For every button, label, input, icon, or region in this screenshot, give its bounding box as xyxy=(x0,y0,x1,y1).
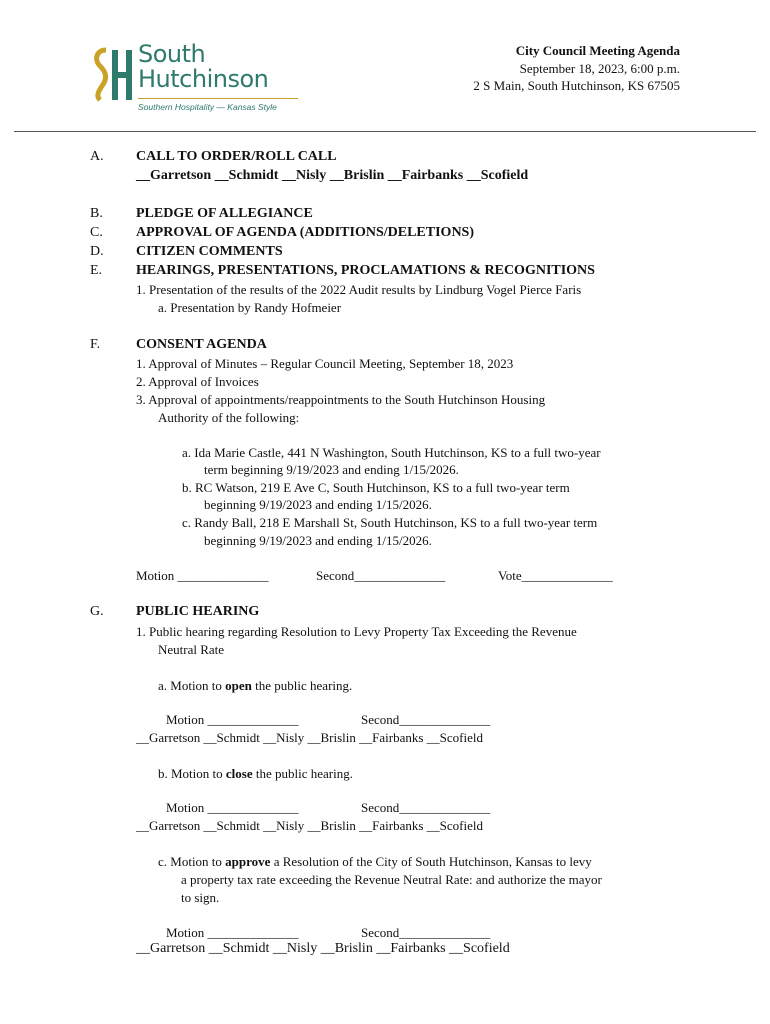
roll-call-a: __Garretson __Schmidt __Nisly __Brislin __Fairbanks __Scofield xyxy=(136,168,529,183)
hearing-motion-c: c. Motion to approve a Resolution of the City of South Hutchinson, Kansas to levy xyxy=(158,854,592,869)
list-item: 1. Presentation of the results of the 2022 Audit results by Lindburg Vogel Pierce Faris xyxy=(136,282,582,297)
section-letter-g: G. xyxy=(90,604,104,619)
section-title-c: APPROVAL OF AGENDA (ADDITIONS/DELETIONS) xyxy=(136,225,475,240)
section-letter-d: D. xyxy=(90,244,104,259)
section-letter-c: C. xyxy=(90,225,103,240)
appointment-b: b. RC Watson, 219 E Ave C, South Hutchinson, KS to a full two-year term xyxy=(182,480,570,495)
hearing-motion-a: a. Motion to open the public hearing. xyxy=(158,678,353,693)
appointment-a: a. Ida Marie Castle, 441 N Washington, South Hutchinson, KS to a full two-year xyxy=(182,445,601,460)
motion-line: Motion ______________ xyxy=(166,925,299,940)
roll-call: __Garretson __Schmidt __Nisly __Brislin __Fairbanks __Scofield xyxy=(136,941,510,956)
roll-call: __Garretson __Schmidt __Nisly __Brislin __Fairbanks __Scofield xyxy=(136,730,484,745)
appointment-c: c. Randy Ball, 218 E Marshall St, South Hutchinson, KS to a full two-year term xyxy=(182,515,598,530)
list-item: 1. Public hearing regarding Resolution to Levy Property Tax Exceeding the Revenue xyxy=(136,624,577,639)
list-item: a. Presentation by Randy Hofmeier xyxy=(158,300,342,315)
meeting-address: 2 S Main, South Hutchinson, KS 67505 xyxy=(473,78,680,93)
hearing-motion-b: b. Motion to close the public hearing. xyxy=(158,766,353,781)
section-letter-a: A. xyxy=(90,149,104,164)
section-letter-e: E. xyxy=(90,263,103,278)
list-item: Authority of the following: xyxy=(158,410,300,425)
motion-line: Motion ______________ xyxy=(166,800,299,815)
second-line: Second______________ xyxy=(361,800,491,815)
appointment-c-cont: beginning 9/19/2023 and ending 1/15/2026. xyxy=(204,533,432,548)
list-item: 3. Approval of appointments/reappointments to the South Hutchinson Housing xyxy=(136,392,546,407)
logo-mark-icon xyxy=(92,46,138,104)
appointment-a-cont: term beginning 9/19/2023 and ending 1/15/2026. xyxy=(204,462,459,477)
meeting-date: September 18, 2023, 6:00 p.m. xyxy=(519,60,680,76)
header-divider xyxy=(14,131,756,132)
section-letter-b: B. xyxy=(90,206,103,221)
section-title-f: CONSENT AGENDA xyxy=(136,337,267,352)
second-line: Second______________ xyxy=(361,712,491,727)
section-title-a: CALL TO ORDER/ROLL CALL xyxy=(136,149,337,164)
second-line: Second______________ xyxy=(316,568,446,583)
section-title-e: HEARINGS, PRESENTATIONS, PROCLAMATIONS & RECOGNITIONS xyxy=(136,263,595,278)
second-line: Second______________ xyxy=(361,925,491,940)
motion-line: Motion ______________ xyxy=(166,712,299,727)
logo-divider xyxy=(138,98,298,99)
list-item: Neutral Rate xyxy=(158,642,225,657)
city-logo xyxy=(92,40,304,124)
section-title-g: PUBLIC HEARING xyxy=(136,604,260,619)
hearing-motion-c-cont: to sign. xyxy=(181,890,220,905)
list-item: 2. Approval of Invoices xyxy=(136,374,259,389)
section-title-b: PLEDGE OF ALLEGIANCE xyxy=(136,206,313,221)
vote-line: Vote______________ xyxy=(498,568,613,583)
appointment-b-cont: beginning 9/19/2023 and ending 1/15/2026. xyxy=(204,497,432,512)
section-letter-f: F. xyxy=(90,337,101,352)
hearing-motion-c-cont: a property tax rate exceeding the Revenue Neutral Rate: and authorize the mayor xyxy=(181,872,602,887)
section-title-d: CITIZEN COMMENTS xyxy=(136,244,283,259)
list-item: 1. Approval of Minutes – Regular Council Meeting, September 18, 2023 xyxy=(136,356,514,371)
motion-line: Motion ______________ xyxy=(136,568,269,583)
logo-tagline: Southern Hospitality — Kansas Style xyxy=(138,102,277,112)
roll-call: __Garretson __Schmidt __Nisly __Brislin __Fairbanks __Scofield xyxy=(136,818,484,833)
meeting-title: City Council Meeting Agenda xyxy=(515,43,680,58)
meeting-info xyxy=(473,42,680,95)
logo-text: South Hutchinson xyxy=(138,40,269,93)
